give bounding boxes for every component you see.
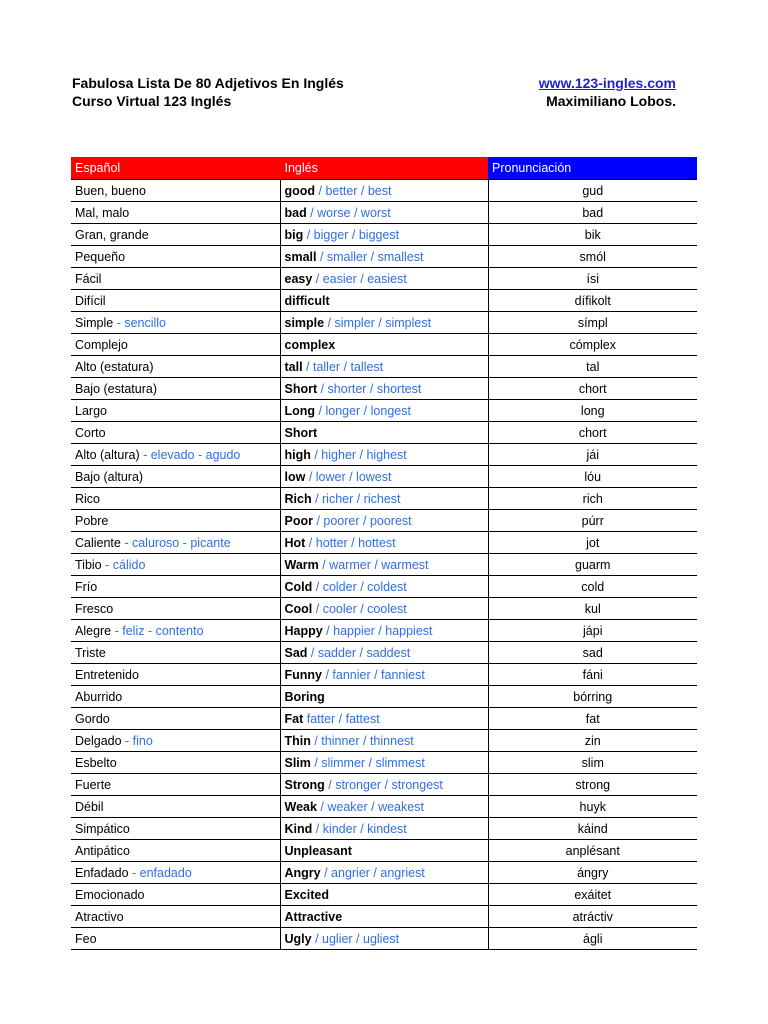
spanish-word: Alto (altura)	[75, 447, 140, 462]
pronunciation-cell: huyk	[488, 796, 697, 818]
table-row	[71, 246, 697, 268]
spanish-word: Aburrido	[75, 689, 123, 704]
spanish-cell	[71, 334, 280, 356]
spanish-cell	[71, 356, 280, 378]
table-row	[71, 312, 697, 334]
english-word: good	[284, 183, 316, 198]
spanish-word: Frío	[75, 579, 98, 594]
pronunciation-cell: atráctiv	[488, 906, 697, 928]
spanish-word: Caliente	[75, 535, 121, 550]
english-word: Warm	[284, 557, 319, 572]
english-cell	[280, 906, 488, 928]
english-cell	[280, 466, 488, 488]
spanish-cell	[71, 224, 280, 246]
table-row	[71, 796, 697, 818]
english-cell	[280, 862, 488, 884]
pronunciation-cell: bórring	[488, 686, 697, 708]
english-cell	[280, 598, 488, 620]
spanish-cell	[71, 884, 280, 906]
english-word: Funny	[284, 667, 322, 682]
spanish-word: Bajo (estatura)	[75, 381, 157, 396]
english-cell	[280, 488, 488, 510]
english-comparatives: / poorer / poorest	[312, 513, 412, 528]
english-word: Cold	[284, 579, 313, 594]
english-cell	[280, 532, 488, 554]
spanish-word: Alto (estatura)	[75, 359, 154, 374]
pronunciation-cell: cómplex	[488, 334, 697, 356]
pronunciation-cell: púrr	[488, 510, 697, 532]
table-row	[71, 862, 697, 884]
table-row	[71, 686, 697, 708]
column-header-english: Inglés	[280, 157, 488, 180]
english-word: big	[284, 227, 304, 242]
english-comparatives: / happier / happiest	[322, 623, 433, 638]
table-row	[71, 884, 697, 906]
english-comparatives: / higher / highest	[310, 447, 407, 462]
english-cell	[280, 290, 488, 312]
spanish-synonyms: - elevado - agudo	[139, 447, 241, 462]
pronunciation-cell: ángry	[488, 862, 697, 884]
english-comparatives: / lower / lowest	[305, 469, 392, 484]
english-word: high	[284, 447, 311, 462]
spanish-cell	[71, 642, 280, 664]
pronunciation-cell: smól	[488, 246, 697, 268]
english-comparatives: / angrier / angriest	[320, 865, 425, 880]
english-word: Happy	[284, 623, 323, 638]
spanish-word: Delgado	[75, 733, 122, 748]
spanish-cell	[71, 290, 280, 312]
english-comparatives: / worse / worst	[306, 205, 391, 220]
spanish-cell	[71, 774, 280, 796]
english-comparatives: / stronger / strongest	[324, 777, 443, 792]
table-row	[71, 554, 697, 576]
table-row	[71, 180, 697, 202]
english-word: Thin	[284, 733, 311, 748]
english-word: complex	[284, 337, 336, 352]
spanish-synonyms: - fino	[121, 733, 153, 748]
spanish-word: Tibio	[75, 557, 102, 572]
english-cell	[280, 664, 488, 686]
table-row	[71, 422, 697, 444]
table-row	[71, 752, 697, 774]
english-cell	[280, 224, 488, 246]
spanish-synonyms: - sencillo	[113, 315, 167, 330]
english-cell	[280, 378, 488, 400]
english-cell	[280, 268, 488, 290]
spanish-word: Enfadado	[75, 865, 129, 880]
english-cell	[280, 620, 488, 642]
table-row	[71, 928, 697, 950]
pronunciation-cell: chort	[488, 378, 697, 400]
table-row	[71, 598, 697, 620]
english-word: simple	[284, 315, 325, 330]
table-row	[71, 400, 697, 422]
english-cell	[280, 884, 488, 906]
english-comparatives: / slimmer / slimmest	[310, 755, 425, 770]
english-comparatives: / bigger / biggest	[303, 227, 400, 242]
table-row	[71, 532, 697, 554]
english-cell	[280, 422, 488, 444]
english-comparatives: / smaller / smallest	[316, 249, 424, 264]
english-word: Strong	[284, 777, 325, 792]
english-word: tall	[284, 359, 303, 374]
spanish-cell	[71, 708, 280, 730]
table-row	[71, 268, 697, 290]
english-word: Long	[284, 403, 316, 418]
english-word: Excited	[284, 887, 329, 902]
spanish-cell	[71, 818, 280, 840]
english-comparatives: / colder / coldest	[312, 579, 407, 594]
english-cell	[280, 554, 488, 576]
spanish-word: Pequeño	[75, 249, 126, 264]
spanish-word: Fácil	[75, 271, 102, 286]
english-word: Angry	[284, 865, 321, 880]
english-cell	[280, 818, 488, 840]
pronunciation-cell: cold	[488, 576, 697, 598]
pronunciation-cell: slim	[488, 752, 697, 774]
table-row	[71, 444, 697, 466]
spanish-cell	[71, 268, 280, 290]
spanish-word: Mal, malo	[75, 205, 130, 220]
spanish-cell	[71, 202, 280, 224]
english-cell	[280, 312, 488, 334]
spanish-word: Bajo (altura)	[75, 469, 144, 484]
spanish-cell	[71, 312, 280, 334]
spanish-synonyms: - caluroso - picante	[120, 535, 231, 550]
english-comparatives: / better / best	[315, 183, 392, 198]
spanish-cell	[71, 598, 280, 620]
author-name: Maximiliano Lobos.	[546, 93, 676, 109]
english-cell	[280, 796, 488, 818]
english-word: low	[284, 469, 306, 484]
spanish-cell	[71, 620, 280, 642]
pronunciation-cell: fat	[488, 708, 697, 730]
website-link[interactable]: www.123-ingles.com	[538, 75, 676, 91]
english-word: Weak	[284, 799, 317, 814]
english-word: Short	[284, 425, 318, 440]
spanish-word: Difícil	[75, 293, 106, 308]
english-cell	[280, 928, 488, 950]
spanish-cell	[71, 400, 280, 422]
spanish-word: Fuerte	[75, 777, 112, 792]
table-row	[71, 620, 697, 642]
english-comparatives: / fannier / fanniest	[322, 667, 425, 682]
spanish-word: Triste	[75, 645, 106, 660]
english-cell	[280, 400, 488, 422]
english-word: Kind	[284, 821, 313, 836]
spanish-cell	[71, 840, 280, 862]
table-row	[71, 906, 697, 928]
english-comparatives: / hotter / hottest	[305, 535, 396, 550]
header-row-2	[72, 92, 676, 110]
table-row	[71, 466, 697, 488]
english-comparatives: / easier / easiest	[312, 271, 407, 286]
english-cell	[280, 180, 488, 202]
english-comparatives: / thinner / thinnest	[310, 733, 414, 748]
english-comparatives: / uglier / ugliest	[311, 931, 400, 946]
english-comparatives: / longer / longest	[315, 403, 411, 418]
table-row	[71, 642, 697, 664]
pronunciation-cell: long	[488, 400, 697, 422]
english-comparatives: / shorter / shortest	[317, 381, 422, 396]
english-word: difficult	[284, 293, 330, 308]
table-row	[71, 664, 697, 686]
pronunciation-cell: lóu	[488, 466, 697, 488]
english-word: Slim	[284, 755, 311, 770]
english-word: Poor	[284, 513, 313, 528]
spanish-word: Alegre	[75, 623, 112, 638]
spanish-word: Complejo	[75, 337, 128, 352]
column-header-pronunciation: Pronunciación	[488, 157, 697, 180]
pronunciation-cell: tal	[488, 356, 697, 378]
spanish-cell	[71, 488, 280, 510]
english-cell	[280, 356, 488, 378]
document-subtitle: Curso Virtual 123 Inglés	[72, 93, 232, 109]
spanish-cell	[71, 246, 280, 268]
english-word: Short	[284, 381, 318, 396]
spanish-word: Débil	[75, 799, 104, 814]
table-row	[71, 202, 697, 224]
english-cell	[280, 840, 488, 862]
english-cell	[280, 730, 488, 752]
spanish-cell	[71, 422, 280, 444]
spanish-cell	[71, 444, 280, 466]
english-cell	[280, 576, 488, 598]
table-row	[71, 730, 697, 752]
english-cell	[280, 510, 488, 532]
english-word: bad	[284, 205, 307, 220]
table-row	[71, 774, 697, 796]
pronunciation-cell: símpl	[488, 312, 697, 334]
spanish-cell	[71, 180, 280, 202]
english-comparatives: / sadder / saddest	[307, 645, 411, 660]
pronunciation-cell: ísi	[488, 268, 697, 290]
spanish-word: Esbelto	[75, 755, 117, 770]
english-comparatives: fatter / fattest	[303, 711, 380, 726]
pronunciation-cell: strong	[488, 774, 697, 796]
pronunciation-cell: zin	[488, 730, 697, 752]
document-header	[72, 74, 676, 110]
spanish-word: Antipático	[75, 843, 130, 858]
english-cell	[280, 774, 488, 796]
adjectives-table	[71, 157, 697, 950]
english-word: Unpleasant	[284, 843, 352, 858]
english-comparatives: / cooler / coolest	[312, 601, 407, 616]
spanish-cell	[71, 510, 280, 532]
english-word: Cool	[284, 601, 313, 616]
english-comparatives: / richer / richest	[311, 491, 401, 506]
english-word: small	[284, 249, 317, 264]
spanish-cell	[71, 466, 280, 488]
table-row	[71, 488, 697, 510]
spanish-cell	[71, 686, 280, 708]
spanish-word: Buen, bueno	[75, 183, 146, 198]
table-row	[71, 576, 697, 598]
spanish-synonyms: - cálido	[101, 557, 146, 572]
english-cell	[280, 444, 488, 466]
spanish-cell	[71, 906, 280, 928]
pronunciation-cell: fáni	[488, 664, 697, 686]
english-cell	[280, 246, 488, 268]
table-row	[71, 334, 697, 356]
english-word: easy	[284, 271, 313, 286]
spanish-synonyms: - enfadado	[128, 865, 192, 880]
spanish-word: Corto	[75, 425, 106, 440]
pronunciation-cell: kul	[488, 598, 697, 620]
english-word: Attractive	[284, 909, 343, 924]
column-header-spanish: Español	[71, 157, 280, 180]
pronunciation-cell: jot	[488, 532, 697, 554]
pronunciation-cell: gud	[488, 180, 697, 202]
pronunciation-cell: dífikolt	[488, 290, 697, 312]
pronunciation-cell: exáitet	[488, 884, 697, 906]
spanish-word: Entretenido	[75, 667, 139, 682]
spanish-word: Simple	[75, 315, 114, 330]
english-cell	[280, 752, 488, 774]
spanish-word: Simpático	[75, 821, 130, 836]
pronunciation-cell: bik	[488, 224, 697, 246]
pronunciation-cell: chort	[488, 422, 697, 444]
table-row	[71, 708, 697, 730]
english-cell	[280, 686, 488, 708]
spanish-word: Fresco	[75, 601, 114, 616]
english-comparatives: / simpler / simplest	[324, 315, 432, 330]
document-title: Fabulosa Lista De 80 Adjetivos En Inglés	[72, 75, 344, 91]
spanish-cell	[71, 554, 280, 576]
spanish-word: Gran, grande	[75, 227, 149, 242]
pronunciation-cell: bad	[488, 202, 697, 224]
english-comparatives: / taller / tallest	[302, 359, 384, 374]
spanish-synonyms: - feliz - contento	[111, 623, 204, 638]
spanish-word: Gordo	[75, 711, 110, 726]
english-comparatives: / weaker / weakest	[316, 799, 424, 814]
spanish-word: Pobre	[75, 513, 109, 528]
english-comparatives: / kinder / kindest	[312, 821, 407, 836]
spanish-cell	[71, 664, 280, 686]
pronunciation-cell: sad	[488, 642, 697, 664]
spanish-cell	[71, 378, 280, 400]
table-row	[71, 510, 697, 532]
spanish-cell	[71, 532, 280, 554]
header-row-1	[72, 74, 676, 92]
pronunciation-cell: jápi	[488, 620, 697, 642]
english-word: Rich	[284, 491, 312, 506]
spanish-cell	[71, 730, 280, 752]
english-word: Sad	[284, 645, 308, 660]
pronunciation-cell: rich	[488, 488, 697, 510]
spanish-cell	[71, 796, 280, 818]
spanish-word: Emocionado	[75, 887, 145, 902]
table-row	[71, 290, 697, 312]
english-comparatives: / warmer / warmest	[318, 557, 429, 572]
table-row	[71, 224, 697, 246]
english-cell	[280, 334, 488, 356]
spanish-cell	[71, 862, 280, 884]
spanish-word: Feo	[75, 931, 97, 946]
table-row	[71, 378, 697, 400]
english-cell	[280, 708, 488, 730]
spanish-cell	[71, 752, 280, 774]
pronunciation-cell: káind	[488, 818, 697, 840]
spanish-cell	[71, 928, 280, 950]
pronunciation-cell: ágli	[488, 928, 697, 950]
english-word: Hot	[284, 535, 306, 550]
english-word: Ugly	[284, 931, 312, 946]
pronunciation-cell: guarm	[488, 554, 697, 576]
table-row	[71, 840, 697, 862]
english-cell	[280, 202, 488, 224]
table-row	[71, 818, 697, 840]
english-word: Fat	[284, 711, 304, 726]
pronunciation-cell: anplésant	[488, 840, 697, 862]
english-word: Boring	[284, 689, 325, 704]
english-cell	[280, 642, 488, 664]
spanish-word: Rico	[75, 491, 101, 506]
spanish-word: Largo	[75, 403, 107, 418]
table-row	[71, 356, 697, 378]
table-header-row	[71, 157, 697, 180]
pronunciation-cell: jái	[488, 444, 697, 466]
spanish-word: Atractivo	[75, 909, 124, 924]
spanish-cell	[71, 576, 280, 598]
